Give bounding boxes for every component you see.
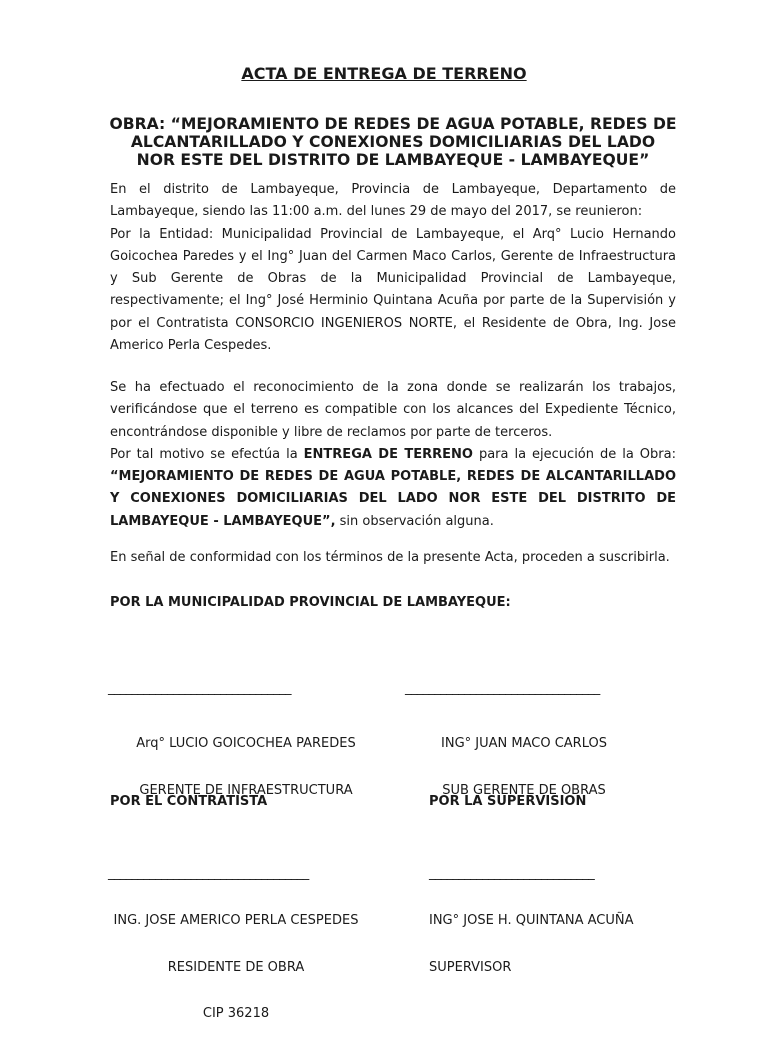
para1-line: Goicochea Paredes y el Ing° Juan del Carmen Maco Carlos, Gerente de Infraestructura [110,248,676,264]
entrega-terreno-bold: ENTREGA DE TERRENO [303,446,473,462]
signature-line: _________________________________ [405,681,600,696]
para2-text: sin observación alguna. [335,513,494,529]
para2-text: Por tal motivo se efectúa la [110,446,304,462]
section-contratista: POR EL CONTRATISTA [110,794,268,809]
para1-line: En el distrito de Lambayeque, Provincia de Lambayeque, Departamento de [110,182,676,197]
paragraph-meeting [110,179,676,357]
section-municipalidad: POR LA MUNICIPALIDAD PROVINCIAL DE LAMBAYEQUE: [110,595,511,610]
signer-role: SUB GERENTE DE OBRAS [442,782,606,798]
section-supervision: POR LA SUPERVISION [429,794,587,809]
paragraph-conformity: En señal de conformidad con los términos de la presente Acta, proceden a suscribirla. [110,550,670,565]
para2-line [110,511,676,533]
para2-line: encontrándose disponible y libre de reclamos por parte de terceros. [110,424,553,440]
para2-line-bold: “MEJORAMIENTO DE REDES DE AGUA POTABLE, REDES DE ALCANTARILLADO [110,469,676,485]
obra-line-1: OBRA: “MEJORAMIENTO DE REDES DE AGUA POTABLE, REDES DE [109,115,677,133]
para2-line: Se ha efectuado el reconocimiento de la zona donde se realizarán los trabajos, [110,380,676,395]
signer-role: RESIDENTE DE OBRA [167,959,305,975]
para1-line: Por la Entidad: Municipalidad Provincial de Lambayeque, el Arq° Lucio Hernando [110,226,676,242]
para2-line-bold: Y CONEXIONES DOMICILIARIAS DEL LADO NOR ESTE DEL DISTRITO DE [110,491,676,507]
signature-line: ____________________________ [429,866,595,881]
signer-name: ING° JOSE H. QUINTANA ACUÑA [429,913,634,928]
para1-line: Americo Perla Cespedes. [110,338,272,354]
obra-name-end-bold: LAMBAYEQUE - LAMBAYEQUE”, [110,513,336,529]
signature-block-residente [110,882,362,1037]
document-title: ACTA DE ENTREGA DE TERRENO [241,64,527,83]
signer-cip: CIP 36218 [202,1006,270,1021]
para2-line [110,444,676,466]
signer-role: GERENTE DE INFRAESTRUCTURA [139,782,353,798]
paragraph-recognition [110,377,676,533]
obra-line-3: NOR ESTE DEL DISTRITO DE LAMBAYEQUE - LAMBAYEQUE” [136,151,650,169]
obra-line-2: ALCANTARILLADO Y CONEXIONES DOMICILIARIAS DEL LADO [130,133,656,151]
signature-block-supervisor [429,882,634,991]
obra-heading [100,115,686,169]
signer-name: Arq° LUCIO GOICOCHEA PAREDES [136,736,356,751]
signature-line: _______________________________ [108,681,291,696]
para1-line: Lambayeque, siendo las 11:00 a.m. del lunes 29 de mayo del 2017, se reunieron: [110,204,643,220]
signature-line: __________________________________ [108,866,309,881]
signer-name: ING° JUAN MACO CARLOS [441,736,607,751]
para1-line: respectivamente; el Ing° José Herminio Quintana Acuña por parte de la Supervisión y [110,293,676,309]
para1-line: por el Contratista CONSORCIO INGENIEROS NORTE, el Residente de Obra, Ing. Jose [110,315,676,331]
signer-role: SUPERVISOR [429,959,512,975]
para1-line: y Sub Gerente de Obras de la Municipalidad Provincial de Lambayeque, [110,271,676,287]
signer-name: ING. JOSE AMERICO PERLA CESPEDES [113,913,359,928]
para2-line: verificándose que el terreno es compatible con los alcances del Expediente Técnico, [110,402,676,418]
para2-text: para la ejecución de la Obra: [472,446,676,462]
